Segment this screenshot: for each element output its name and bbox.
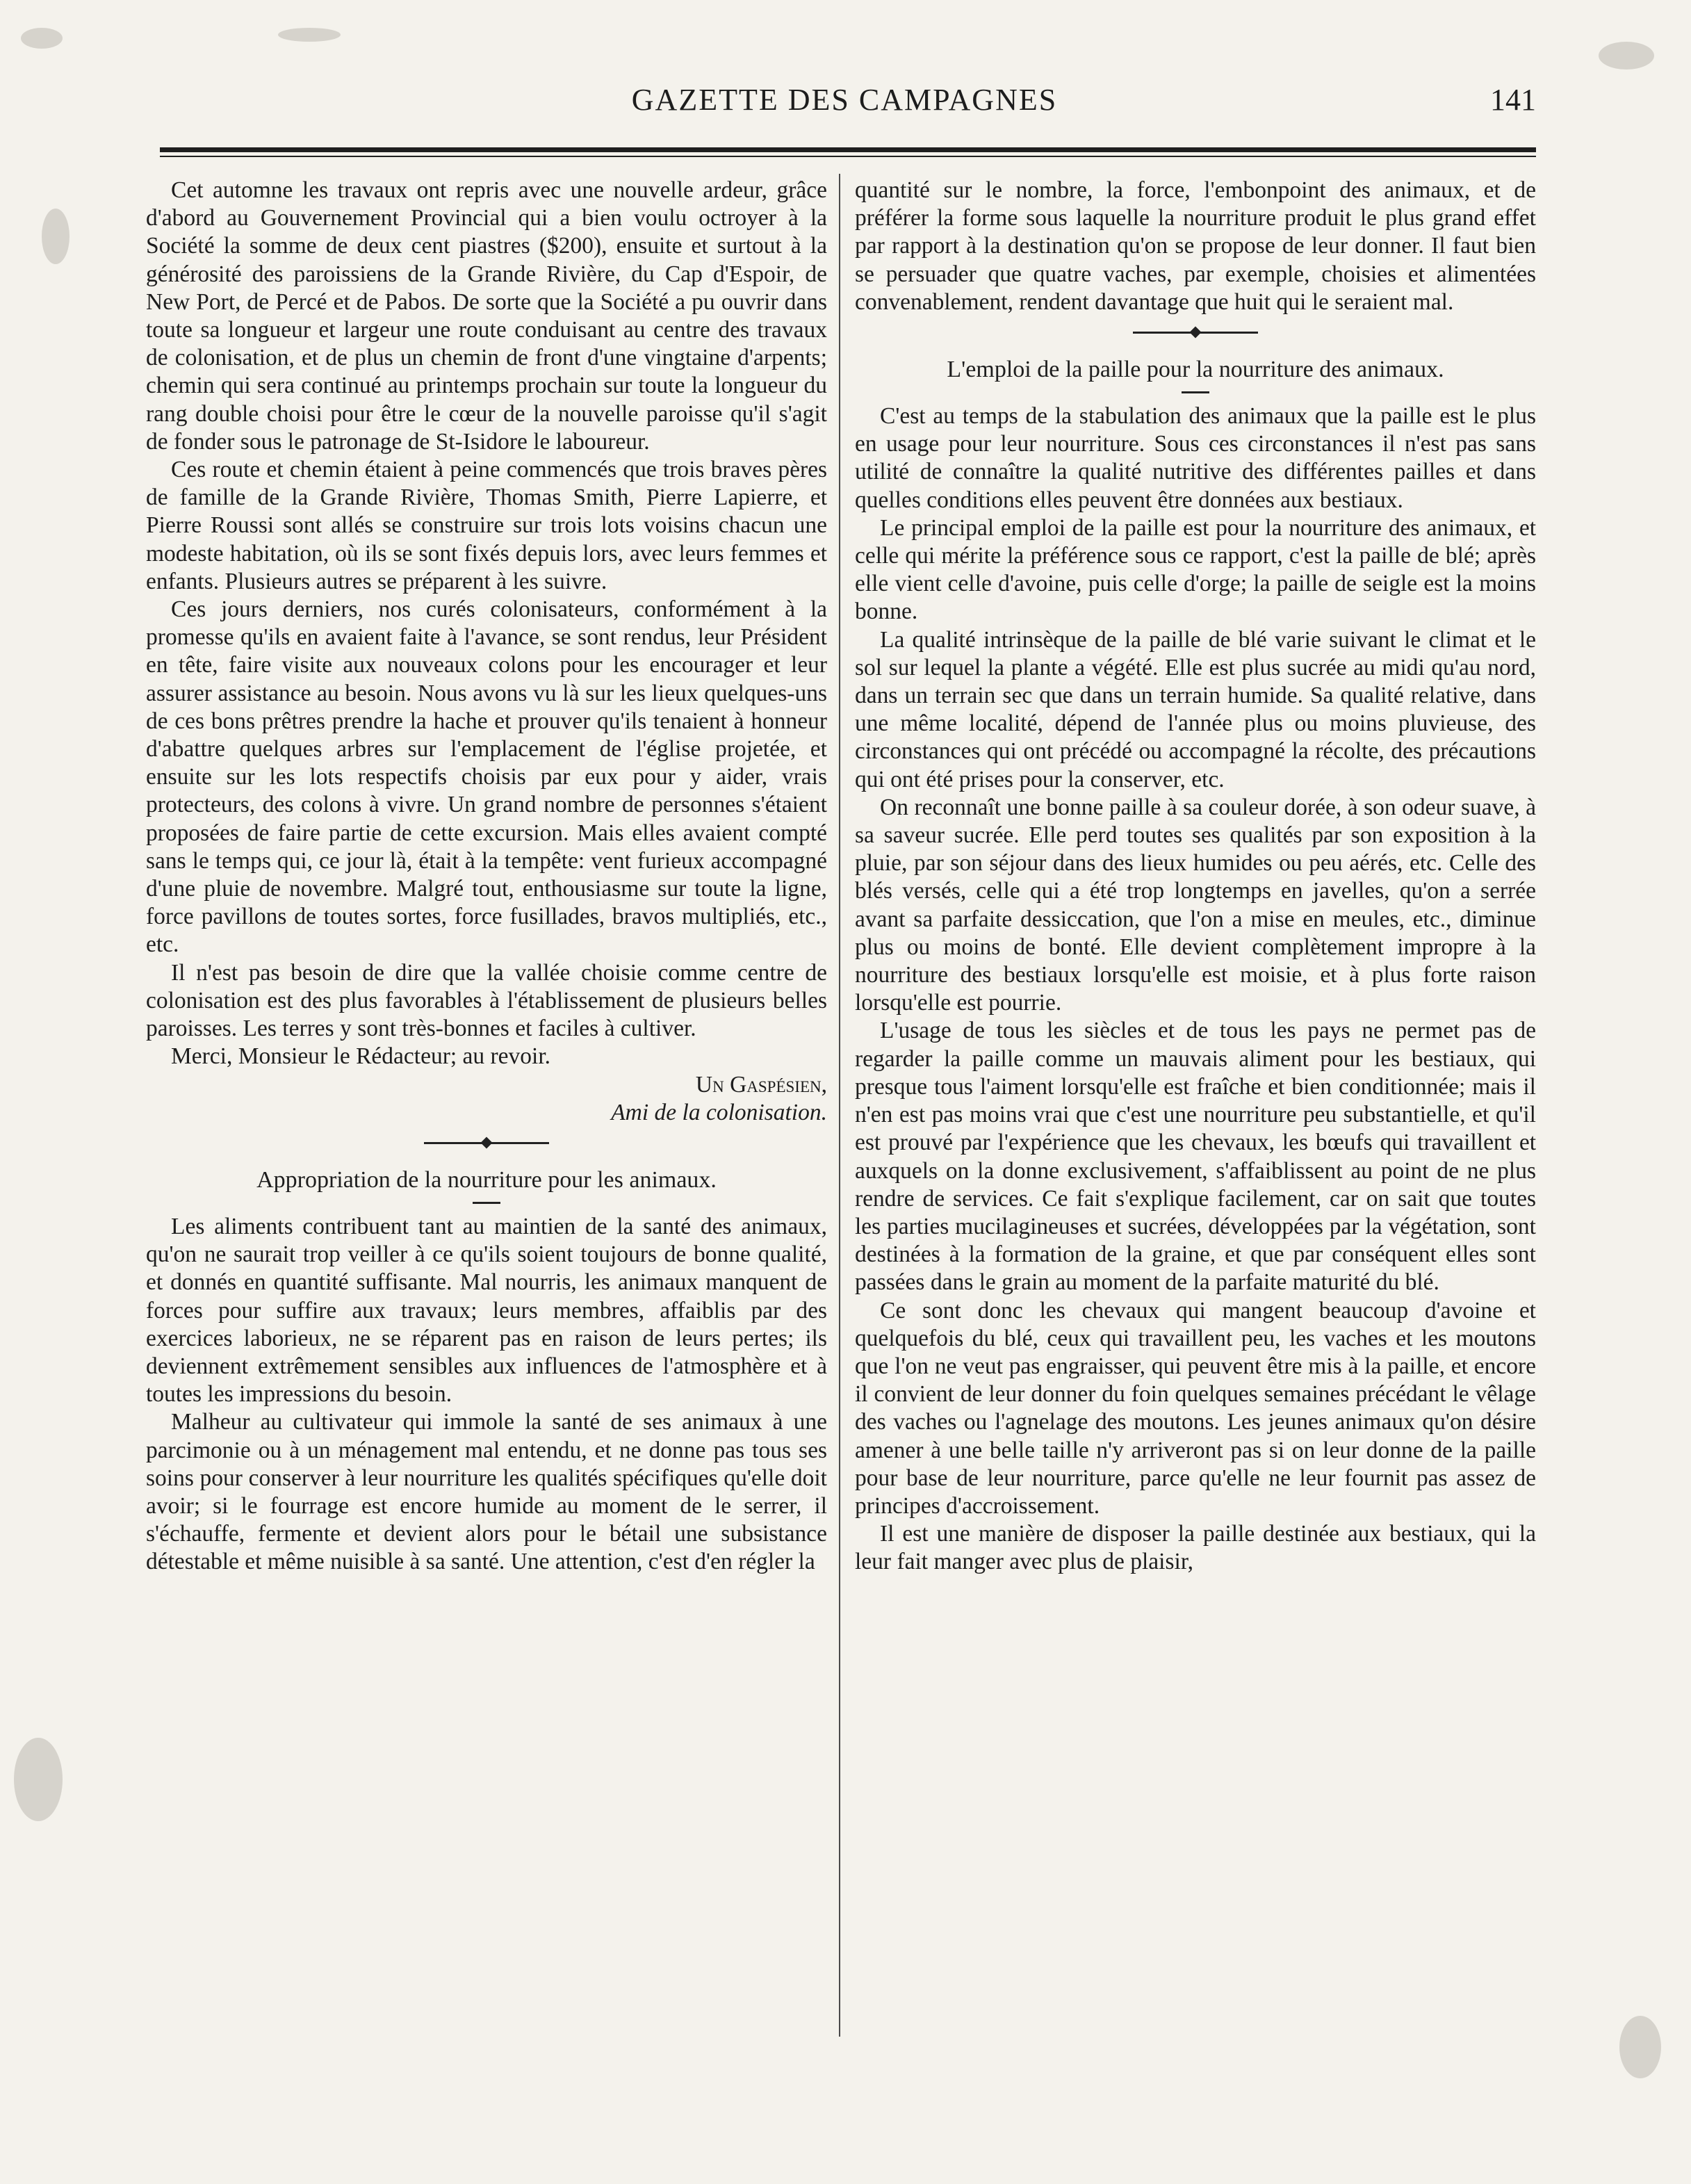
article-paragraph: Merci, Monsieur le Rédacteur; au revoir. xyxy=(171,1043,551,1070)
left-column xyxy=(146,177,827,1576)
article-paragraph: Le principal emploi de la paille est pour la nourriture des animaux, et celle qui mérite la préférence sous ce rapport, c'est la paille de blé; après elle vient celle d'avoine, puis celle d'orge; la paille de seigle est la moins bonne. xyxy=(855,514,1536,625)
signature-title xyxy=(146,1099,827,1127)
article-paragraph: Cet automne les travaux ont repris avec une nouvelle ardeur, grâce d'abord au Gouvernement Provincial qui a bien voulu octroyer à la Société la somme de deux cent piastres ($200), ensuite et surtout à la générosité des paroissiens de la Grande Rivière, du Cap d'Espoir, de New Port, de Percé et de Pabos. De sorte que la Société a pu ouvrir dans toute sa longueur et largeur une route conduisant au centre des travaux de colonisation, et de plus un chemin de front d'une vingtaine d'arpents; chemin qui sera continué au printemps prochain sur toute la longueur du rang double choisi pour être le cœur de la nouvelle paroisse qu'il s'agit de fonder sous le patronage de St-Isidore le laboureur. xyxy=(146,177,827,455)
signature-title-text: Ami de la colonisation. xyxy=(611,1099,827,1125)
scan-speck xyxy=(1599,42,1654,70)
page-title: GAZETTE DES CAMPAGNES xyxy=(631,83,1058,117)
article-paragraph: Ces jours derniers, nos curés colonisateurs, conformément à la promesse qu'ils en avaient faite à l'avance, se sont rendus, leur Président en tête, faire visite aux nouveaux colons pour les encourager et leur assurer assistance au besoin. Nous avons vu là sur les lieux quelques-uns de ces bons prêtres prendre la hache et prouver qu'ils tenaient à honneur d'abattre quelques arbres sur l'emplacement de l'église projetée, et ensuite sur les lots respectifs choisis par eux pour y aider, vrais protecteurs, des colons à vivre. Un grand nombre de personnes s'étaient proposées de faire partie de cette excursion. Mais elles avaient compté sans le temps qui, ce jour là, était à la tempête: vent furieux accompagné d'une pluie de novembre. Malgré tout, enthousiasme sur toute la ligne, force pavillons de toutes sortes, force fusillades, bravos multipliés, etc., etc. xyxy=(146,596,827,958)
article-paragraph: C'est au temps de la stabulation des animaux que la paille est le plus en usage pour leur nourriture. Sous ces circonstances il n'est pas sans utilité de connaître la qualité nutritive des différentes pailles et dans quelles conditions elles peuvent être données aux bestiaux. xyxy=(855,403,1536,513)
scan-speck xyxy=(278,28,341,42)
article-paragraph: Les aliments contribuent tant au maintien de la santé des animaux, qu'on ne saurait trop veiller à ce qu'ils soient toujours de bonne qualité, et donnés en quantité suffisante. Mal nourris, les animaux manquent de forces pour suffire aux travaux; leurs membres, affaiblis par des exercices laborieux, ne se réparent pas en raison de leurs pertes; ils deviennent extrêmement sensibles aux influences de l'atmosphère et à toutes les impressions du besoin. xyxy=(146,1213,827,1408)
article-paragraph: L'usage de tous les siècles et de tous les pays ne permet pas de regarder la paille comme un mauvais aliment pour les bestiaux, qui presque tous l'aiment lorsqu'elle est fraîche et bien conditionnée; mais il n'en est pas moins vrai que c'est une nourriture peu substantielle, et qu'il est prouvé par l'expérience que les chevaux, les bœufs qui travaillent et auxquels on la donne exclusivement, s'affaiblissent au point de ne plus rendre de services. Ce fait s'explique facilement, car on sait que toutes les parties mucilagineuses et sucrées, développées par la végétation, sont destinées à la formation de la graine, et que par conséquent elles sont passées dans le grain au moment de la parfaite maturité du blé. xyxy=(855,1018,1536,1296)
title-dash xyxy=(855,384,1536,402)
scan-speck xyxy=(42,209,70,264)
column-divider xyxy=(839,174,840,2037)
scan-speck xyxy=(14,1738,63,1821)
scan-speck xyxy=(1619,2016,1661,2078)
signature-name xyxy=(146,1071,827,1099)
article-paragraph: Malheur au cultivateur qui immole la santé de ses animaux à une parcimonie ou à un ménagement mal entendu, et ne donne pas tous ses soins pour conserver à leur nourriture les qualités spécifiques qu'elle doit avoir; si le fourrage est encore humide au moment de le serrer, il s'échauffe, fermente et devient alors pour le bétail une subsistance détestable et même nuisible à sa santé. Une attention, c'est d'en régler la xyxy=(146,1409,827,1575)
page-number: 141 xyxy=(1490,83,1536,117)
header-rule-thick xyxy=(160,147,1536,152)
header-rule-thin xyxy=(160,156,1536,157)
right-column xyxy=(855,177,1536,1576)
separator-ornament xyxy=(1190,327,1202,339)
article-paragraph: La qualité intrinsèque de la paille de blé varie suivant le climat et le sol sur lequel la plante a végété. Elle est plus sucrée au midi qu'au nord, dans un terrain sec que dans un terrain humide. Sa qualité relative, dans une même localité, dépend de l'année plus ou moins pluvieuse, des circonstances qui ont précédé ou accompagné la récolte, des précautions qui ont été prises pour la conserver, etc. xyxy=(855,626,1536,792)
article-paragraph: Ces route et chemin étaient à peine commencés que trois braves pères de famille de la Grande Rivière, Thomas Smith, Pierre Lapierre, et Pierre Roussi sont allés se construire sur trois lots voisins chacun une modeste habitation, où ils se sont fixés depuis lors, avec leurs femmes et enfants. Plusieurs autres se préparent à les suivre. xyxy=(146,457,827,594)
section-separator xyxy=(146,1127,827,1162)
scan-speck xyxy=(21,28,63,49)
article-paragraph: On reconnaît une bonne paille à sa couleur dorée, à son odeur suave, à sa saveur sucrée. Elle perd toutes ses qualités par son exposition à la pluie, par son séjour dans des lieux humides ou peu aérés, etc. Celle des blés versés, celle qui a été trop longtemps en javelles, qu'on a serrée avant sa parfaite dessiccation, que l'on a mise en meules, etc., diminue plus ou moins de bonté. Elle devient complètement impropre à la nourriture des bestiaux lorsqu'elle est moisie, et à plus forte raison lorsqu'elle est pourrie. xyxy=(855,794,1536,1016)
article-paragraph: Il est une manière de disposer la paille destinée aux bestiaux, qui la leur fait manger avec plus de plaisir, xyxy=(855,1521,1536,1575)
section-separator xyxy=(855,316,1536,351)
separator-ornament xyxy=(481,1136,493,1148)
article-paragraph: quantité sur le nombre, la force, l'embonpoint des animaux, et de préférer la forme sous laquelle la nourriture produit le plus grand effet par rapport à la destination qu'on se propose de leur donner. Il faut bien se persuader que quatre vaches, par exemple, choisies et alimentées convenablement, rendent davantage que huit qui le seraient mal. xyxy=(855,177,1536,315)
page-header xyxy=(153,78,1536,127)
article-paragraph: Ce sont donc les chevaux qui mangent beaucoup d'avoine et quelquefois du blé, ceux qui travaillent peu, les vaches et les moutons que l'on ne veut pas engraisser, qui peuvent être mis à la paille, et encore il convient de leur donner du foin quelques semaines précédant le vêlage des vaches ou l'agnelage des moutons. Les jeunes animaux qu'on désire amener à une belle taille n'y arriveront pas si on leur donne de la paille pour base de leur nourriture, parce qu'elle ne leur fournit pas assez de principes d'accroissement. xyxy=(855,1297,1536,1519)
signature-name-text: Un Gaspésien, xyxy=(695,1071,827,1098)
section-title: L'emploi de la paille pour la nourriture des animaux. xyxy=(947,357,1444,383)
article-paragraph: Il n'est pas besoin de dire que la vallée choisie comme centre de colonisation est des plus favorables à l'établissement de plusieurs belles paroisses. Les terres y sont très-bonnes et faciles à cultiver. xyxy=(146,959,827,1042)
section-title: Appropriation de la nourriture pour les animaux. xyxy=(256,1166,717,1193)
title-dash xyxy=(146,1195,827,1213)
